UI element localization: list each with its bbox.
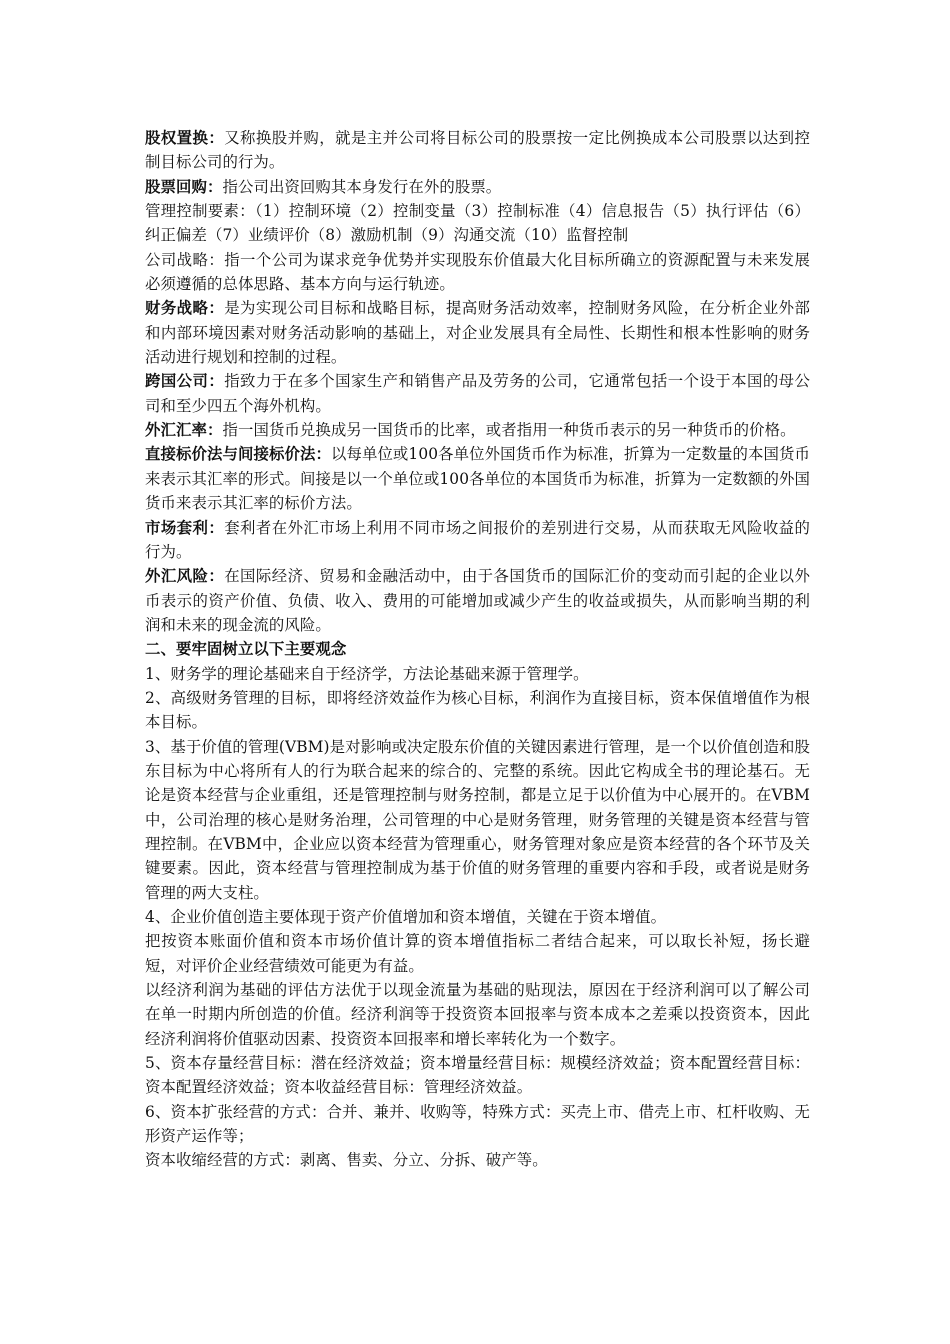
point-paragraph: 2、高级财务管理的目标，即将经济效益作为核心目标，利润作为直接目标，资本保值增值作为根本目标。 [145, 688, 810, 732]
document-page [145, 126, 810, 1173]
point-paragraph: 把按资本账面价值和资本市场价值计算的资本增值指标二者结合起来，可以取长补短，扬长避短，对评价企业经营绩效可能更为有益。 [145, 932, 810, 975]
section-heading: 二、要牢固树立以下主要观念 [145, 640, 347, 659]
definition-text: 公司战略：指一个公司为谋求竞争优势并实现股东价值最大化目标所确立的资源配置与未来发展必须遵循的总体思路、基本方向与运行轨迹。 [145, 250, 810, 294]
point-paragraph: 3、基于价值的管理(VBM)是对影响或决定股东价值的关键因素进行管理，是一个以价值创造和股东目标为中心将所有人的行为联合起来的综合的、完整的系统。因此它构成全书的理论基石。无论是资本经营与企业重组，还是管理控制与财务控制，都是立足于以价值为中心展开的。在VBM中，公司治理的核心是财务治理，公司管理的中心是财务管理，财务管理的关键是资本经营与管理控制。在VBM中，企业应以资本经营为管理重心，财务管理对象应是资本经营的各个环节及关键要素。因此，资本经营与管理控制成为基于价值的财务管理的重要内容和手段，或者说是财务管理的两大支柱。 [145, 737, 810, 902]
definition-paragraph [145, 126, 810, 175]
definition-text: 套利者在外汇市场上利用不同市场之间报价的差别进行交易，从而获取无风险收益的行为。 [145, 518, 810, 561]
definition-term: 股票回购 [145, 177, 207, 196]
point-paragraph: 1、财务学的理论基础来自于经济学，方法论基础来源于管理学。 [145, 664, 589, 683]
definition-paragraph [145, 199, 810, 248]
term-separator: ： [208, 518, 225, 537]
point-paragraph: 5、资本存量经营目标：潜在经济效益；资本增量经营目标：规模经济效益；资本配置经营目标：资本配置经济效益；资本收益经营目标：管理经济效益。 [145, 1054, 810, 1097]
point-paragraph: 资本收缩经营的方式：剥离、售卖、分立、分拆、破产等。 [145, 1151, 548, 1170]
definition-paragraph [145, 442, 810, 515]
definition-paragraph [145, 564, 810, 637]
definition-text: 以每单位或100各单位外国货币作为标准，折算为一定数量的本国货币来表示其汇率的形式。间接是以一个单位或100各单位的本国货币为标准，折算为一定数额的外国货币来表示其汇率的标价方法。 [145, 445, 810, 513]
definition-paragraph [145, 369, 810, 418]
term-separator: ： [208, 372, 225, 391]
definition-text: 指致力于在多个国家生产和销售产品及劳务的公司，它通常包括一个设于本国的母公司和至少四五个海外机构。 [145, 372, 810, 415]
definition-text: 管理控制要素：（1）控制环境（2）控制变量（3）控制标准（4）信息报告（5）执行评估（6）纠正偏差（7）业绩评价（8）激励机制（9）沟通交流（10）监督控制 [145, 202, 810, 245]
definition-term: 跨国公司 [145, 372, 209, 391]
term-separator: ： [208, 567, 225, 586]
definition-paragraph [145, 175, 810, 199]
definition-term: 市场套利 [145, 518, 209, 537]
definition-term: 直接标价法与间接标价法 [145, 445, 316, 464]
definition-paragraph [145, 248, 810, 297]
definition-paragraph [145, 296, 810, 369]
definition-term: 股权置换 [145, 129, 209, 147]
definition-paragraph [145, 418, 810, 442]
definition-text: 是为实现公司目标和战略目标，提高财务活动效率，控制财务风险，在分析企业外部和内部环境因素对财务活动影响的基础上，对企业发展具有全局性、长期性和根本性影响的财务活动进行规划和控制的过程。 [145, 299, 810, 367]
term-separator: ： [206, 177, 223, 196]
definition-text: 指一国货币兑换成另一国货币的比率，或者指用一种货币表示的另一种货币的价格。 [222, 421, 796, 440]
definition-text: 指公司出资回购其本身发行在外的股票。 [222, 177, 502, 196]
term-separator: ： [208, 299, 225, 318]
definition-text: 又称换股并购，就是主并公司将目标公司的股票按一定比例换成本公司股票以达到控制目标公司的行为。 [145, 129, 810, 172]
point-paragraph: 以经济利润为基础的评估方法优于以现金流量为基础的贴现法，原因在于经济利润可以了解公司在单一时期内所创造的价值。经济利润等于投资资本回报率与资本成本之差乘以投资资本，因此经济利润将价值驱动因素、投资资本回报率和增长率转化为一个数字。 [145, 981, 810, 1048]
term-separator: ： [315, 445, 331, 464]
point-paragraph: 6、资本扩张经营的方式：合并、兼并、收购等，特殊方式：买壳上市、借壳上市、杠杆收购、无形资产运作等； [145, 1102, 810, 1146]
definition-term: 外汇汇率 [145, 421, 207, 440]
definition-text: 在国际经济、贸易和金融活动中，由于各国货币的国际汇价的变动而引起的企业以外币表示的资产价值、负债、收入、费用的可能增加或减少产生的收益或损失，从而影响当期的利润和未来的现金流的风险。 [145, 567, 810, 634]
term-separator: ： [208, 129, 225, 147]
point-paragraph: 4、企业价值创造主要体现于资产价值增加和资本增值，关键在于资本增值。 [145, 908, 667, 926]
definition-term: 财务战略 [145, 299, 209, 318]
definition-term: 外汇风险 [145, 567, 209, 586]
definition-paragraph [145, 516, 810, 565]
term-separator: ： [206, 421, 223, 440]
